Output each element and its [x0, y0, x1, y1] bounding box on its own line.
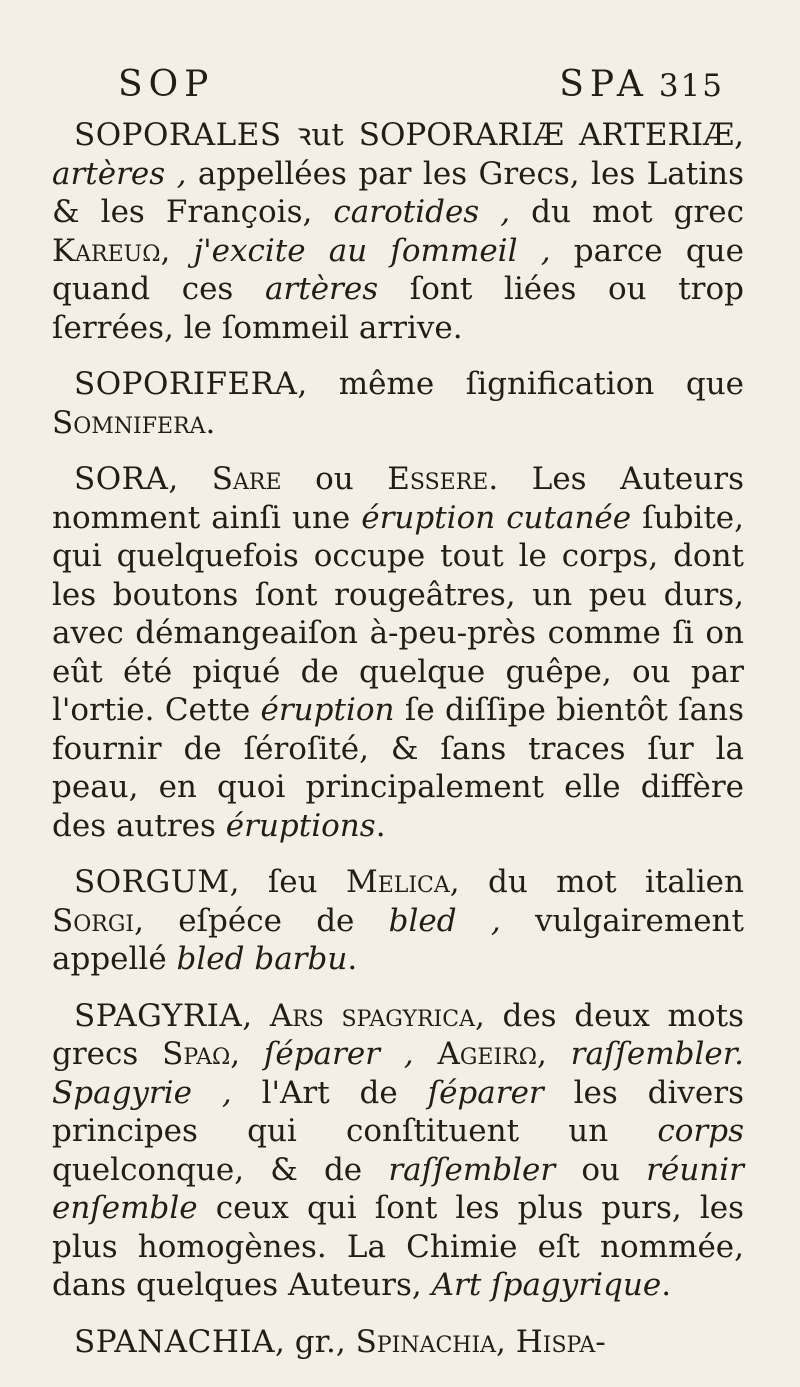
- entry-text: les divers principes qui conſtituent un: [52, 1074, 744, 1149]
- entry-italic: j'excite au ſommeil ,: [193, 232, 551, 269]
- entry-italic: éruption: [260, 692, 395, 728]
- entry-italic: raſſembler. Spagyrie ,: [52, 1036, 744, 1111]
- entry-small-caps: Somnifera: [52, 404, 206, 441]
- entry-text: .: [205, 404, 216, 441]
- entry-italic: ſéparer ,: [263, 1036, 414, 1072]
- entry-sora: [52, 460, 744, 845]
- entry-small-caps: Ars spagyrica: [269, 997, 475, 1034]
- entry-italic: artères: [264, 271, 379, 307]
- headword: SPAGYRIA: [74, 997, 243, 1034]
- entry-italic: corps: [657, 1113, 744, 1149]
- entry-soporales: [52, 116, 744, 347]
- entry-italic: carotides ,: [333, 194, 511, 230]
- entry-small-caps: Sorgi: [52, 902, 135, 939]
- entry-text: parce que quand ces: [52, 232, 744, 307]
- entry-small-caps: Ageirω: [437, 1036, 537, 1072]
- entry-text: .: [375, 807, 386, 844]
- entry-text: . Les Auteurs nomment ainſi une: [52, 461, 744, 536]
- entry-small-caps: Spaω: [162, 1036, 231, 1072]
- entry-text: ,: [160, 232, 194, 269]
- entry-text: ſe diſſipe bientôt ſans fournir de ſéroſité, & ſans traces ſur la peau, en quoi principalement elle diffère des autres: [52, 692, 744, 844]
- entry-text: , gr.,: [275, 1323, 356, 1360]
- entry-text: , eſpéce de: [134, 902, 389, 939]
- entry-text: ſont liées ou trop ſerrées, le ſommeil arrive.: [52, 271, 744, 346]
- headword: SORA: [74, 461, 169, 497]
- header-right: [559, 64, 724, 105]
- entry-text: quelconque, & de: [52, 1151, 389, 1188]
- entry-text: ,: [230, 1036, 264, 1072]
- entry-text: [414, 1036, 438, 1072]
- entry-italic: bled ,: [388, 902, 501, 939]
- entry-italic: ſéparer: [427, 1074, 544, 1111]
- entry-small-caps: Sare: [211, 461, 282, 497]
- entry-text: .: [661, 1267, 672, 1303]
- entry-italic: raſſembler: [388, 1151, 556, 1188]
- entry-text: , même ſignification que: [297, 366, 744, 402]
- entry-spanachia: [52, 1323, 744, 1362]
- entry-text: ceux qui ſont les plus purs, les plus homogènes. La Chimie eſt nommée, dans quelques Auteurs,: [52, 1190, 744, 1303]
- entry-small-caps: Kareuω: [52, 232, 161, 269]
- headword: SOPORIFERA: [74, 366, 298, 402]
- entry-italic: éruptions: [225, 807, 376, 844]
- entry-text: appellées par les Grecs, les Latins & les François,: [52, 155, 744, 230]
- page-number: 315: [658, 68, 724, 104]
- entry-text: l'Art de: [231, 1074, 428, 1111]
- page-body: [52, 116, 744, 1361]
- entry-italic: artères ,: [52, 155, 187, 192]
- headword: SORGUM: [74, 864, 230, 900]
- entry-small-caps: Hispa-: [515, 1323, 606, 1360]
- entry-text: , des deux mots grecs: [52, 997, 744, 1072]
- entry-small-caps: Essere: [387, 461, 489, 497]
- header-left-word: SOP: [118, 64, 215, 105]
- entry-italic: bled barbu: [176, 941, 348, 977]
- entry-text: vulgairement appellé: [52, 902, 744, 977]
- entry-italic: réunir enſemble: [52, 1151, 745, 1226]
- entry-text: ,: [242, 997, 270, 1034]
- entry-italic: Art ſpagyrique: [431, 1267, 662, 1303]
- entry-italic: éruption cutanée: [361, 499, 632, 536]
- header-right-word: SPA: [559, 64, 649, 105]
- entry-text: , ſeu: [229, 864, 346, 900]
- entry-text: ,: [168, 461, 212, 497]
- entry-soporifera: [52, 365, 744, 442]
- entry-text: du mot grec: [510, 194, 744, 230]
- headword: SPANACHIA: [74, 1323, 276, 1360]
- entry-text: ou: [281, 461, 388, 497]
- entry-text: ſubite, qui quelquefois occupe tout le corps, dont les boutons ſont rougeâtres, un peu durs, avec démangeaiſon à-peu-près comme ſi on eût été piqué de quelque guêpe, ou par l'ortie. Cette: [52, 499, 744, 728]
- entry-text: , du mot italien: [449, 864, 744, 900]
- entry-text: ꝛut SOPORARIÆ ARTERIÆ,: [281, 117, 744, 153]
- entry-small-caps: Melica: [345, 864, 450, 900]
- entry-small-caps: Spinachia: [355, 1323, 497, 1360]
- running-header: [118, 64, 724, 114]
- entry-text: ,: [496, 1323, 516, 1360]
- entry-spagyria: [52, 997, 744, 1305]
- entry-text: ou: [555, 1151, 647, 1188]
- headword: SOPORALES: [74, 117, 282, 153]
- entry-text: ,: [536, 1036, 571, 1072]
- entry-sorgum: [52, 863, 744, 979]
- entry-text: .: [347, 941, 358, 977]
